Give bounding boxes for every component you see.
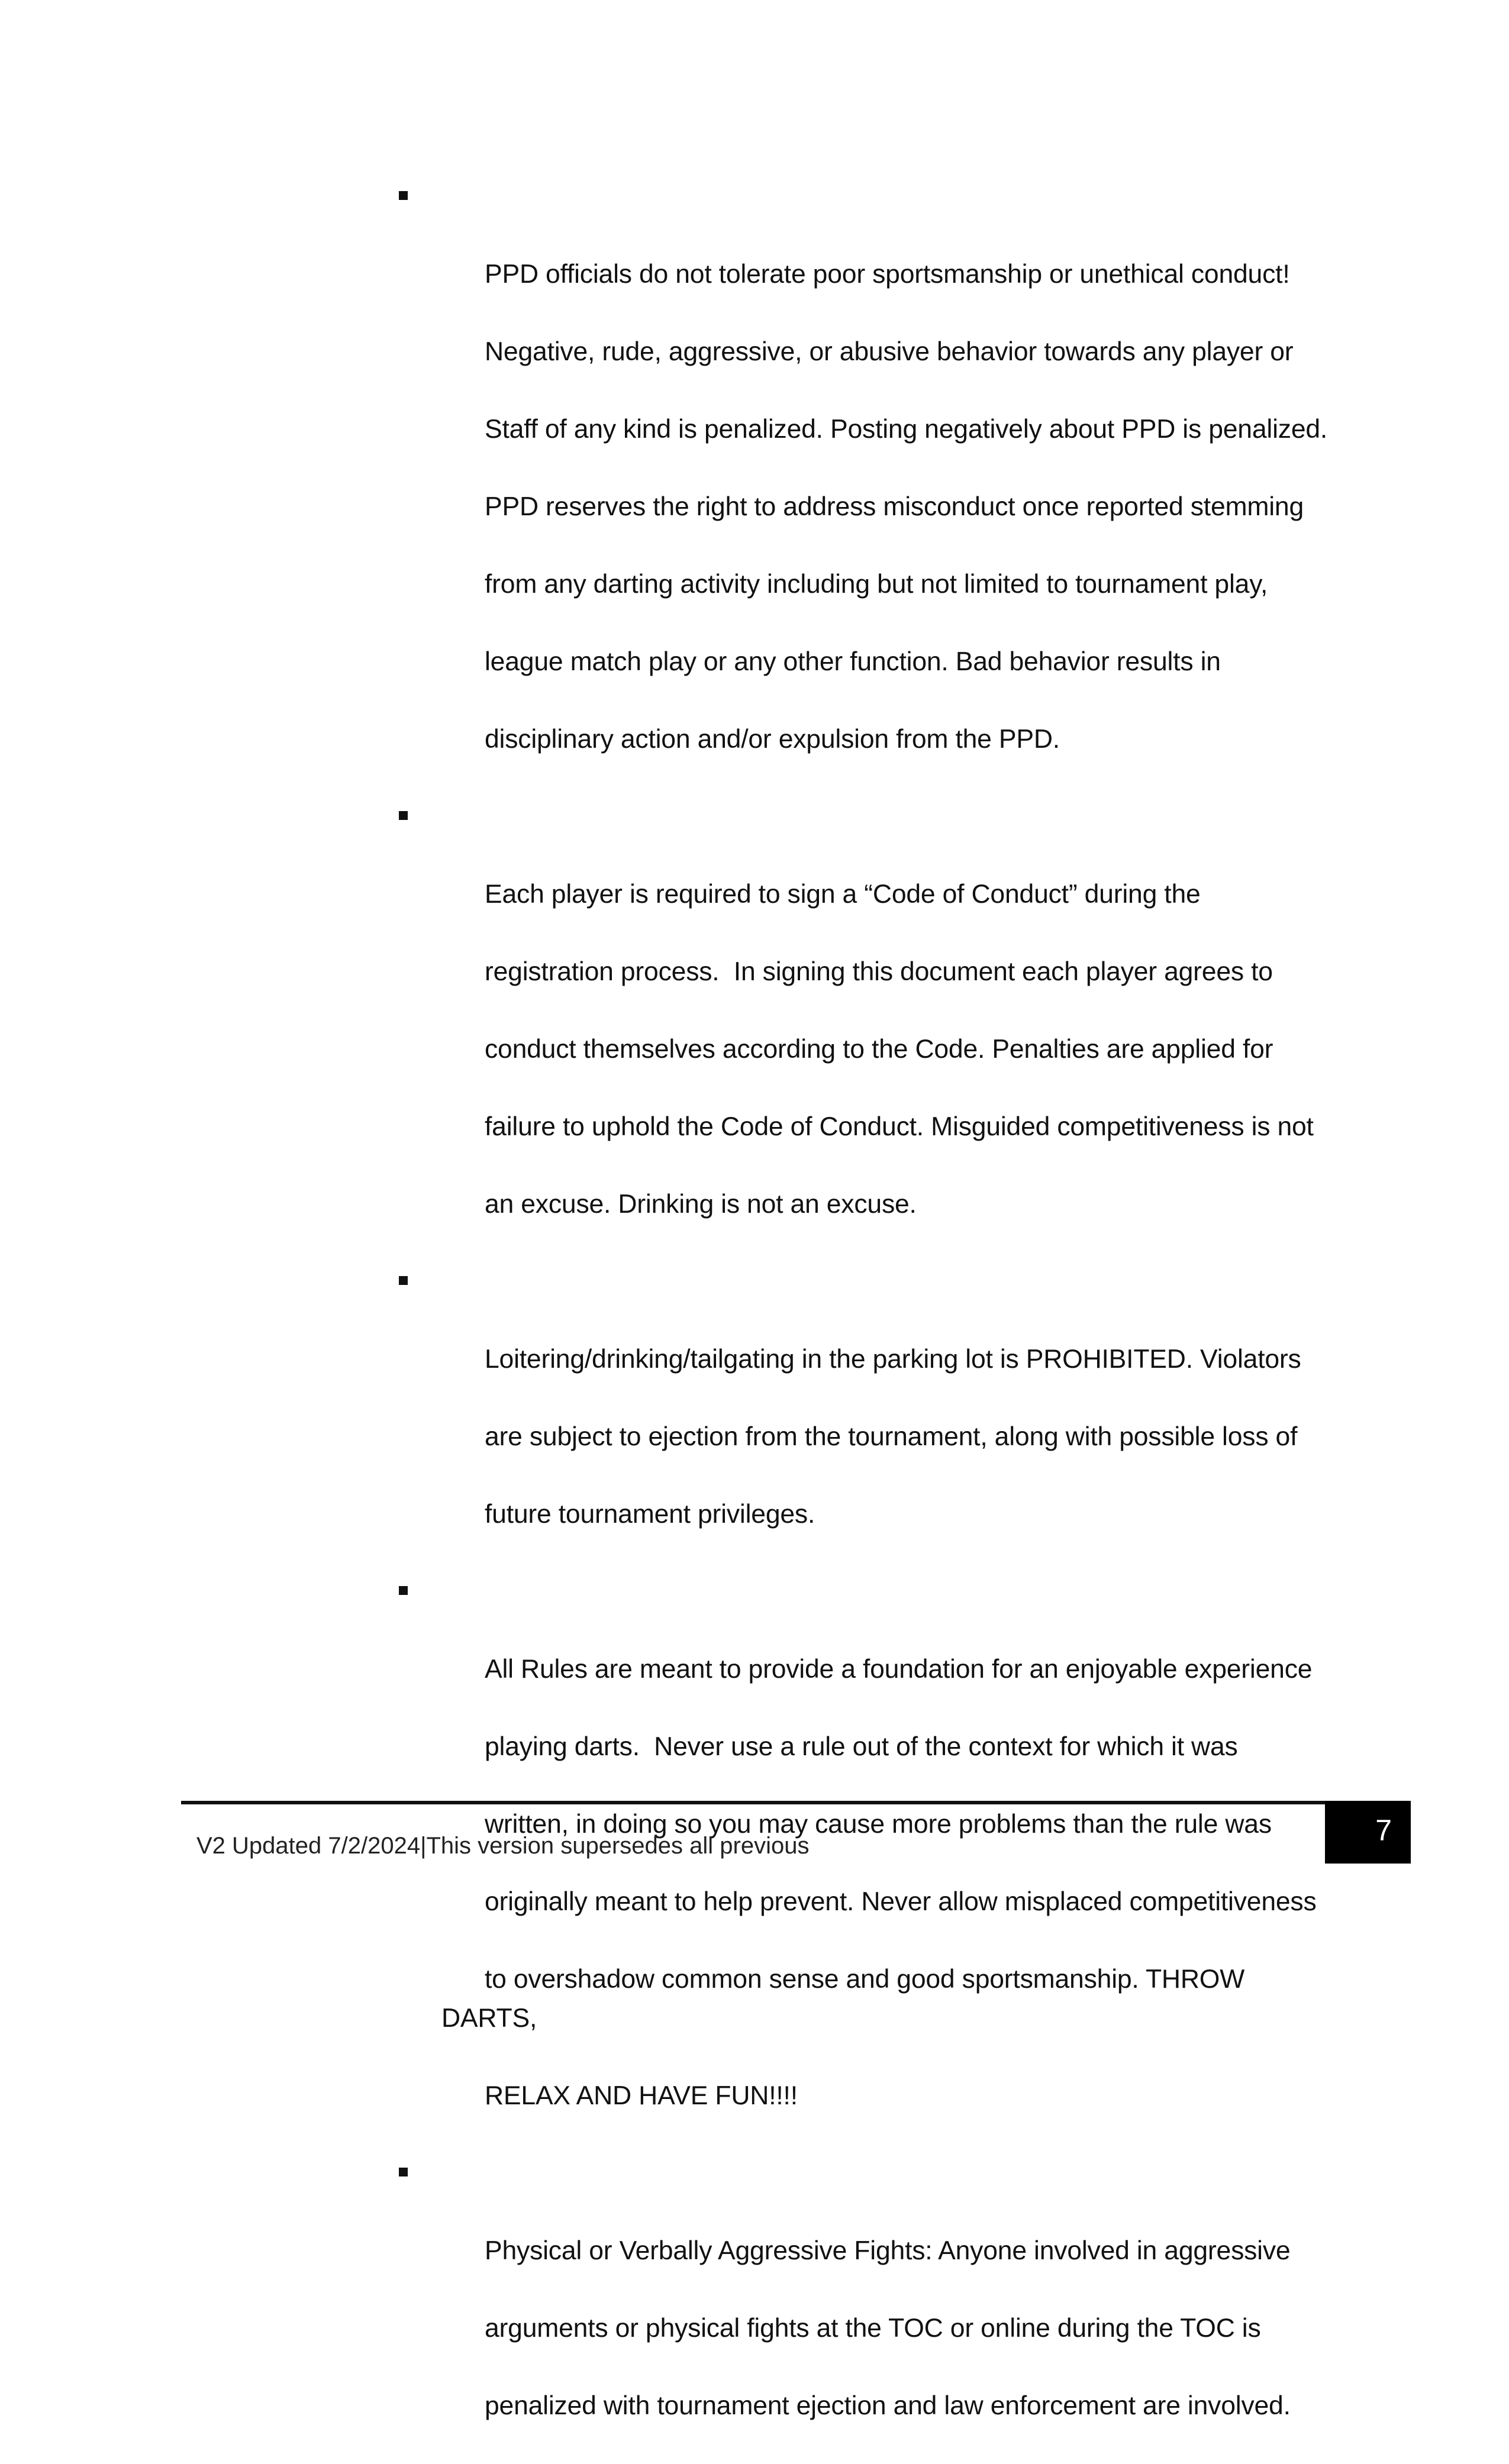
- rule-line: Physical or Verbally Aggressive Fights: Anyone involved in aggressive: [484, 2236, 1291, 2265]
- rule-line: originally meant to help prevent. Never allow misplaced competitiveness: [484, 1887, 1317, 1916]
- rule-item: [391, 797, 1331, 1262]
- rule-line: PPD officials do not tolerate poor sportsmanship or unethical conduct!: [484, 260, 1290, 289]
- rule-line: Loitering/drinking/tailgating in the parking lot is PROHIBITED. Violators: [484, 1345, 1301, 1374]
- square-bullet-icon: [399, 2168, 408, 2176]
- square-bullet-icon: [399, 191, 408, 200]
- square-bullet-icon: [399, 811, 408, 820]
- rule-line: RELAX AND HAVE FUN!!!!: [484, 2081, 798, 2110]
- rule-line: penalized with tournament ejection and law enforcement are involved.: [484, 2391, 1291, 2420]
- rule-line: written, in doing so you may cause more problems than the rule was: [484, 1810, 1272, 1839]
- rule-item: [391, 1262, 1331, 1572]
- rule-line: PPD reserves the right to address misconduct once reported stemming: [484, 492, 1304, 521]
- footer-version-text: V2 Updated 7/2/2024|This version supersedes all previous: [196, 1833, 810, 1859]
- rule-line: conduct themselves according to the Code. Penalties are applied for: [484, 1035, 1273, 1064]
- rule-line: are subject to ejection from the tournament, along with possible loss of: [484, 1422, 1298, 1451]
- rule-line: registration process. In signing this document each player agrees to: [484, 957, 1273, 986]
- square-bullet-icon: [399, 1276, 408, 1285]
- rule-line: to overshadow common sense and good sportsmanship. THROW DARTS,: [441, 1965, 1252, 2033]
- rule-line: Negative, rude, aggressive, or abusive behavior towards any player or: [484, 337, 1294, 366]
- square-bullet-icon: [399, 1586, 408, 1595]
- rule-line: Each player is required to sign a “Code of Conduct” during the: [484, 880, 1201, 909]
- rule-item: [391, 2154, 1331, 2464]
- footer-divider: [181, 1801, 1325, 1804]
- rule-line: league match play or any other function. Bad behavior results in: [484, 647, 1221, 676]
- rule-line: failure to uphold the Code of Conduct. Misguided competitiveness is not: [484, 1112, 1314, 1141]
- rule-line: an excuse. Drinking is not an excuse.: [484, 1190, 917, 1219]
- rule-line: Staff of any kind is penalized. Posting negatively about PPD is penalized.: [484, 415, 1328, 444]
- rule-line: from any darting activity including but not limited to tournament play,: [484, 570, 1268, 599]
- rule-line: All Rules are meant to provide a foundation for an enjoyable experience: [484, 1655, 1313, 1684]
- conduct-rules-list: [391, 177, 1331, 2464]
- page-number: 7: [1375, 1814, 1392, 1847]
- rule-line: future tournament privileges.: [484, 1500, 815, 1529]
- rule-line: disciplinary action and/or expulsion from the PPD.: [484, 725, 1060, 754]
- rule-line: arguments or physical fights at the TOC or online during the TOC is: [484, 2313, 1261, 2343]
- page-number-box: [1325, 1801, 1411, 1864]
- rule-item: [391, 177, 1331, 797]
- rule-line: playing darts. Never use a rule out of the context for which it was: [484, 1732, 1238, 1761]
- page-footer: [181, 1801, 1411, 1864]
